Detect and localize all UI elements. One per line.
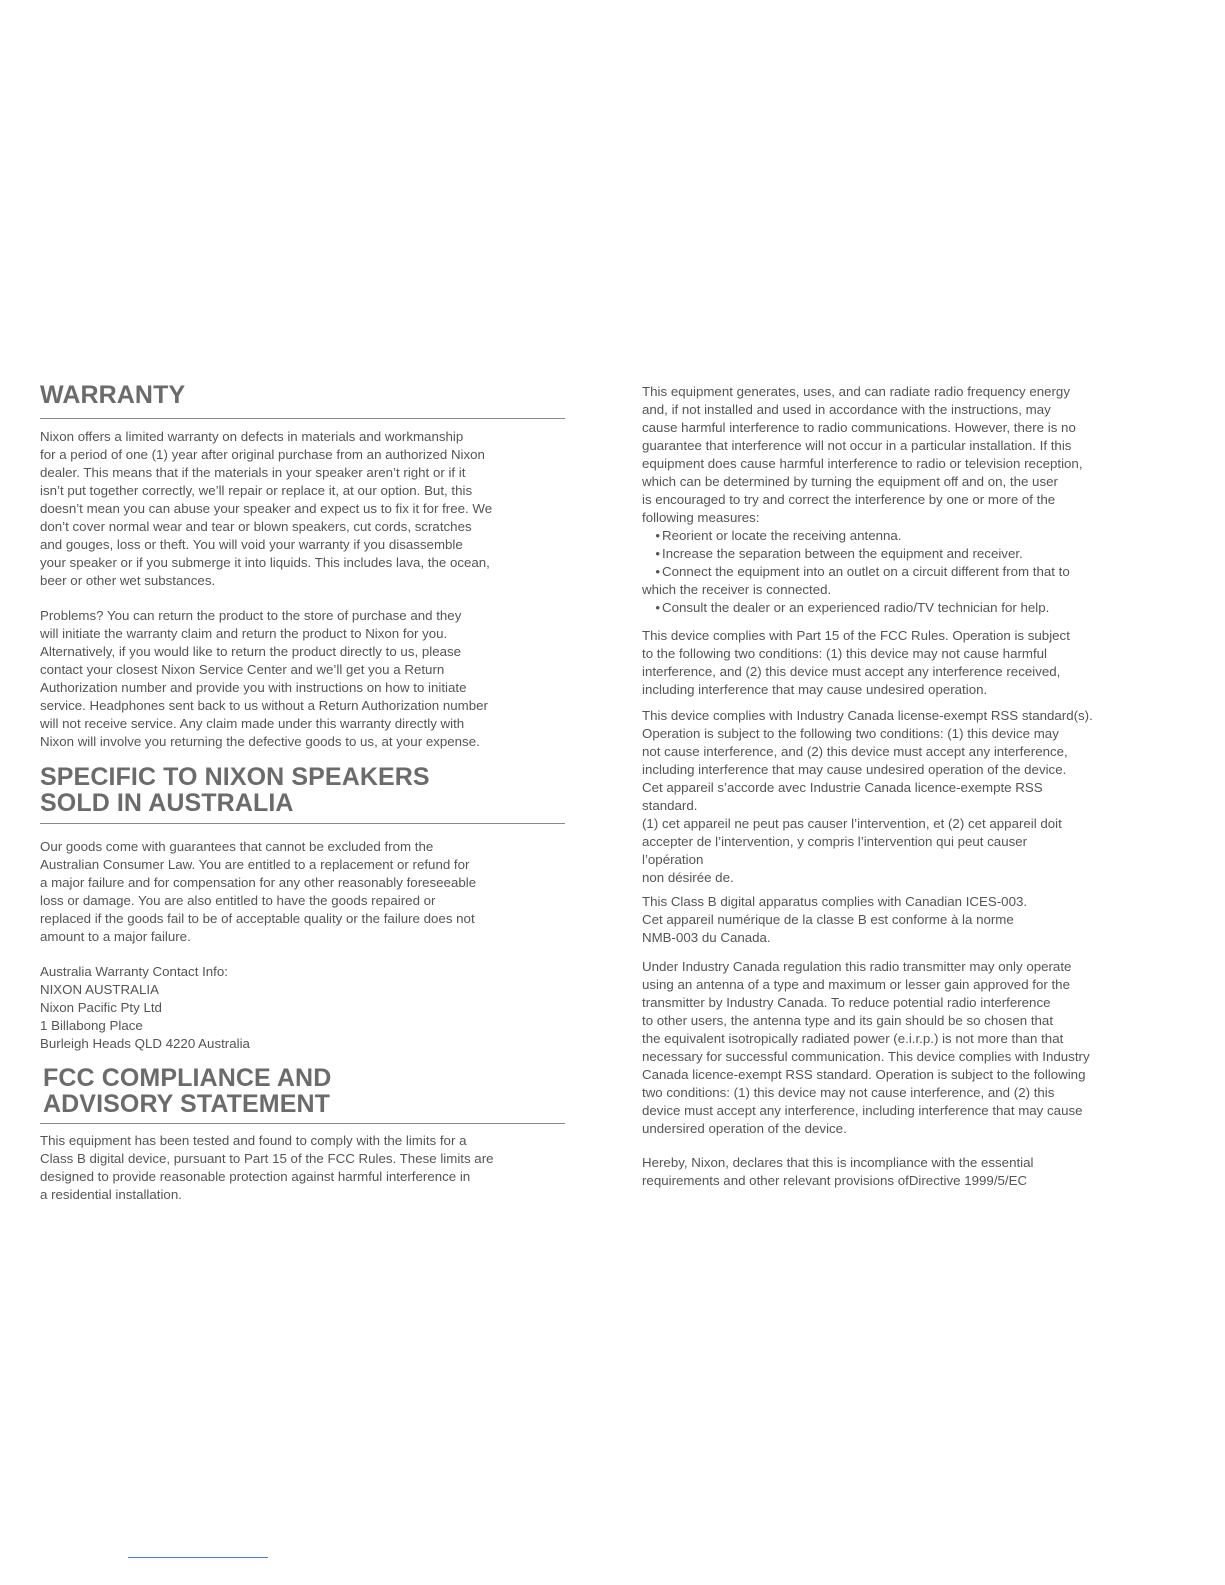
australia-contact-info: Australia Warranty Contact Info: NIXON AUSTRALIA Nixon Pacific Pty Ltd 1 Billabong Place Burleigh Heads QLD 4220 Australia (40, 964, 250, 1051)
fcc-paragraph: This equipment has been tested and found to comply with the limits for a Class B digital device, pursuant to Part 15 of the FCC Rules. These limits are designed to provide reasonable protection against harmful interference in a residential installation. (40, 1133, 494, 1202)
warranty-paragraph-1: Nixon offers a limited warranty on defects in materials and workmanship for a period of one (1) year after original purchase from an authorized Nixon dealer. This means that if the materials in your speaker aren’t right or if it isn’t put together correctly, we’ll repair or replace it, at our option. But, this doesn’t mean you can abuse your speaker and expect us to fix it for free. We don’t cover normal wear and tear or blown speakers, cut cords, scratches and gouges, loss or theft. You will void your warranty if you disassemble your speaker or if you submerge it into liquids. This includes lava, the ocean, beer or other wet substances. (40, 429, 493, 588)
list-item: • Reorient or locate the receiving antenna. (655, 528, 902, 543)
industry-canada-paragraph: This device complies with Industry Canada license-exempt RSS standard(s). Operation is subject to the following two conditions: (1) this device may not cause interference, and (2) this device must accept any interference, including interference that may cause undesired operation of the device. Cet appareil s’accorde avec Industrie Canada licence-exempte RSS standard. (1) cet appareil ne peut pas causer l’intervention, et (2) cet appareil doit accepter de l’intervention, y compris l’intervention qui peut causer l’opération non désirée de. (642, 708, 1093, 885)
list-item-continuation: which the receiver is connected. (642, 582, 832, 597)
warranty-paragraph-2: Problems? You can return the product to the store of purchase and they will initiate the warranty claim and return the product to Nixon for you. Alternatively, if you would like to return the product directly to us, please contact your closest Nixon Service Center and we’ll get you a Return Authorization number and provide you with instructions on how to initiate service. Headphones sent back to us without a Return Authorization number will not receive service. Any claim made under this warranty directly with Nixon will involve you returning the defective goods to us, at your expense. (40, 608, 488, 749)
fcc-divider (40, 1123, 565, 1124)
australia-divider (40, 823, 565, 824)
fcc-heading: FCC COMPLIANCE AND ADVISORY STATEMENT (43, 1064, 332, 1118)
measures-list (642, 527, 1070, 617)
list-item: • Connect the equipment into an outlet on a circuit different from that to (655, 564, 1070, 579)
australia-heading: SPECIFIC TO NIXON SPEAKERS SOLD IN AUSTRALIA (40, 763, 430, 817)
warranty-divider (40, 418, 565, 419)
ices-paragraph: This Class B digital apparatus complies with Canadian ICES-003. Cet appareil numérique de la classe B est conforme à la norme NMB-003 du Canada. (642, 894, 1028, 945)
warranty-heading: WARRANTY (40, 381, 186, 409)
fcc-part15-paragraph: This device complies with Part 15 of the FCC Rules. Operation is subject to the following two conditions: (1) this device may not cause harmful interference, and (2) this device must accept any interference received, including interference that may cause undesired operation. (642, 628, 1070, 697)
interference-paragraph: This equipment generates, uses, and can radiate radio frequency energy and, if not installed and used in accordance with the instructions, may cause harmful interference to radio communications. However, there is no guarantee that interference will not occur in a particular installation. If this equipment does cause harmful interference to radio or television reception, which can be determined by turning the equipment off and on, the user is encouraged to try and correct the interference by one or more of the following measures: (642, 384, 1083, 525)
list-item: • Increase the separation between the equipment and receiver. (655, 546, 1023, 561)
declaration-paragraph: Hereby, Nixon, declares that this is incompliance with the essential requirements and other relevant provisions ofDirective 1999/5/EC (642, 1155, 1034, 1188)
australia-paragraph: Our goods come with guarantees that cannot be excluded from the Australian Consumer Law. You are entitled to a replacement or refund for a major failure and for compensation for any other reasonably foreseeable loss or damage. You are also entitled to have the goods repaired or replaced if the goods fail to be of acceptable quality or the failure does not amount to a major failure. (40, 839, 477, 944)
bottom-link-underline (128, 1557, 268, 1558)
transmitter-paragraph: Under Industry Canada regulation this radio transmitter may only operate using an antenna of a type and maximum or lesser gain approved for the transmitter by Industry Canada. To reduce potential radio interference to other users, the antenna type and its gain should be so chosen that the equivalent isotropically radiated power (e.i.r.p.) is not more than that necessary for successful communication. This device complies with Industry Canada licence-exempt RSS standard. Operation is subject to the following two conditions: (1) this device may not cause interference, and (2) this device must accept any interference, including interference that may cause undersired operation of the device. (642, 959, 1090, 1136)
list-item: • Consult the dealer or an experienced radio/TV technician for help. (655, 600, 1050, 615)
